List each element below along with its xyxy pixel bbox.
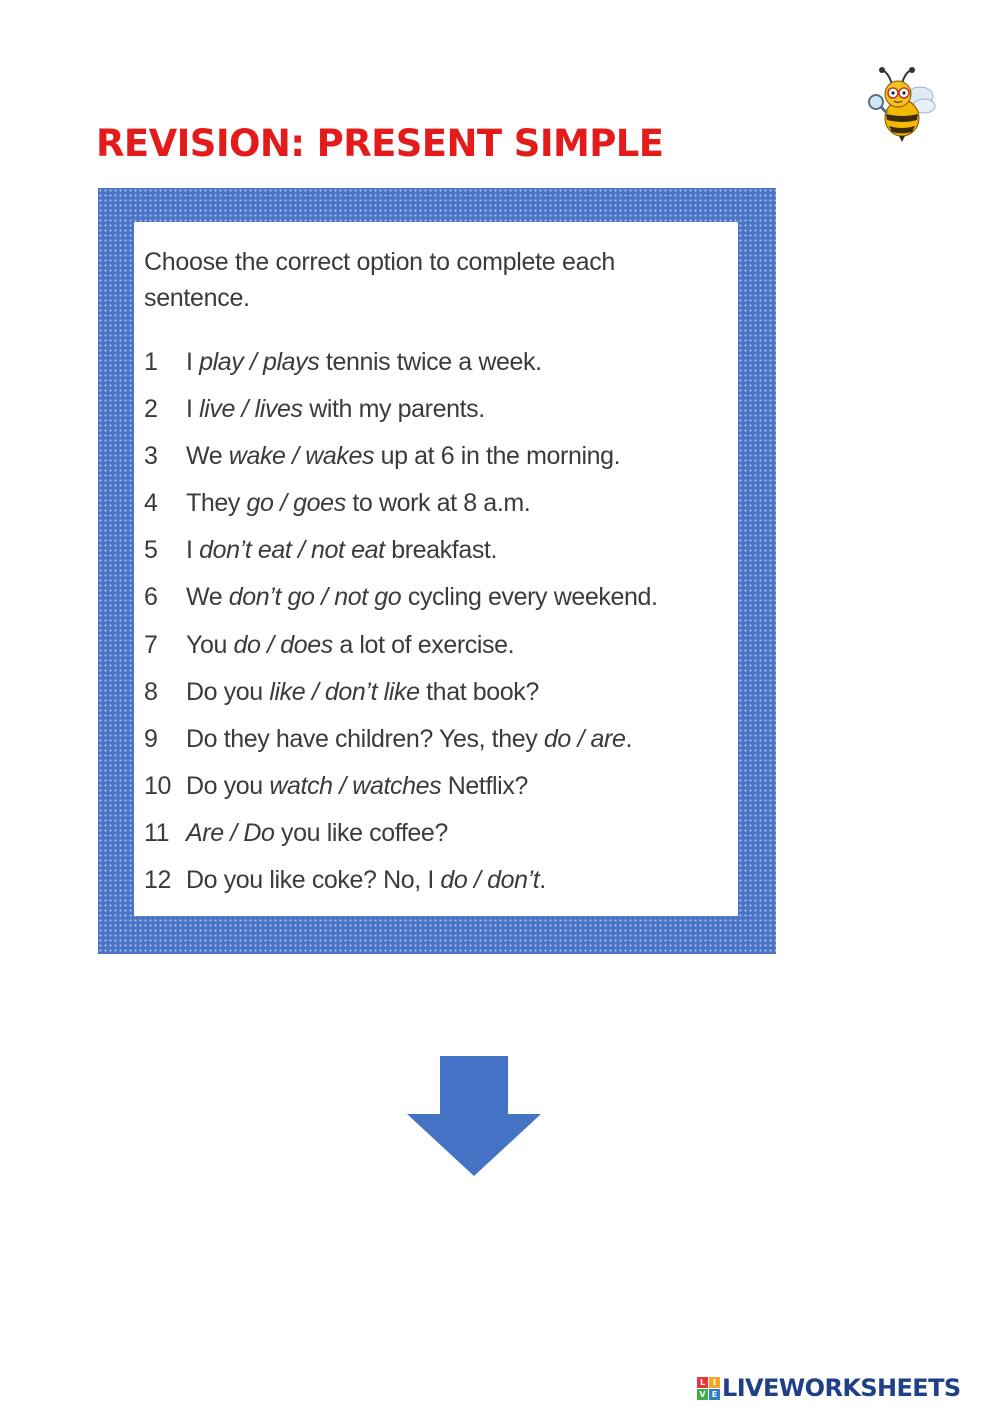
sentence-text: tennis twice a week. <box>319 348 542 376</box>
sentence-text: Netflix? <box>441 771 528 800</box>
sentence-text: Do you like coke? No, I <box>186 866 441 895</box>
answer-options: Are / Do <box>186 818 275 847</box>
answer-options: go / goes <box>246 489 346 518</box>
sentence-text: Do you <box>186 677 270 706</box>
exercise-item-number: 5 <box>144 536 158 565</box>
sentence-text: I <box>186 395 200 424</box>
answer-options: live / lives <box>199 395 303 424</box>
exercise-item <box>144 395 658 442</box>
exercise-item-sentence <box>186 631 514 660</box>
answer-options: wake / wakes <box>228 442 375 471</box>
sentence-text: They <box>186 489 247 518</box>
sentence-text: with my parents. <box>302 395 485 424</box>
sentence-text: We <box>186 442 229 471</box>
answer-options: watch / watches <box>269 771 442 800</box>
exercise-item-sentence <box>186 866 546 895</box>
down-arrow-icon <box>407 1056 541 1176</box>
answer-options: don’t go / not go <box>228 583 402 612</box>
exercise-item-number: 3 <box>144 442 158 471</box>
exercise-panel <box>134 222 738 916</box>
sentence-text: cycling every weekend. <box>401 583 658 612</box>
sentence-text: you like coffee? <box>274 818 448 847</box>
exercise-item-sentence <box>186 678 539 707</box>
sentence-text: a lot of exercise. <box>332 630 515 659</box>
answer-options: do / does <box>233 630 333 659</box>
exercise-item <box>144 819 658 866</box>
liveworksheets-logo-icon: L I V E <box>697 1377 720 1400</box>
exercise-list <box>144 348 658 913</box>
sentence-text: breakfast. <box>384 536 498 565</box>
exercise-item-sentence <box>186 536 497 565</box>
exercise-item <box>144 489 658 536</box>
answer-options: don’t eat / not eat <box>199 536 385 565</box>
answer-options: like / don’t like <box>269 677 420 706</box>
bee-mascot-icon <box>862 62 942 144</box>
sentence-text: I <box>186 348 200 376</box>
watermark-text: LIVEWORKSHEETS <box>722 1374 961 1402</box>
exercise-item <box>144 678 658 725</box>
exercise-item <box>144 725 658 772</box>
sentence-text: that book? <box>419 677 539 706</box>
sentence-text: Do they have children? Yes, they <box>186 724 544 753</box>
exercise-item-number: 9 <box>144 724 158 753</box>
exercise-item-number: 8 <box>144 677 158 706</box>
sentence-text: We <box>186 583 229 612</box>
exercise-item-sentence <box>186 772 528 801</box>
page-title: REVISION: PRESENT SIMPLE <box>96 122 664 165</box>
sentence-text: to work at 8 a.m. <box>345 489 531 518</box>
sentence-text: . <box>625 724 633 753</box>
answer-options: play / plays <box>199 348 320 376</box>
exercise-item-sentence <box>186 442 620 471</box>
sentence-text: You <box>186 630 234 659</box>
exercise-item <box>144 348 658 395</box>
exercise-item-number: 1 <box>144 348 158 376</box>
exercise-item <box>144 631 658 678</box>
exercise-item <box>144 442 658 489</box>
exercise-item-number: 2 <box>144 395 158 424</box>
watermark <box>697 1376 961 1400</box>
sentence-text: . <box>539 866 546 895</box>
exercise-item-number: 6 <box>144 583 158 612</box>
exercise-item-sentence <box>186 489 530 518</box>
sentence-text: up at 6 in the morning. <box>374 442 621 471</box>
exercise-instructions: Choose the correct option to complete each sentence. <box>144 248 616 312</box>
exercise-frame <box>98 188 776 954</box>
exercise-item-number: 11 <box>144 818 170 847</box>
exercise-item <box>144 583 658 630</box>
exercise-item-sentence <box>186 725 632 754</box>
exercise-item <box>144 866 658 913</box>
answer-options: do / don’t <box>440 866 540 895</box>
exercise-item-sentence <box>186 583 658 612</box>
exercise-item-sentence <box>186 819 448 848</box>
exercise-item <box>144 536 658 583</box>
sentence-text: I <box>186 536 200 565</box>
exercise-item-number: 12 <box>144 866 172 895</box>
answer-options: do / are <box>543 724 626 753</box>
exercise-item <box>144 772 658 819</box>
sentence-text: Do you <box>186 771 270 800</box>
exercise-item-sentence <box>186 395 485 424</box>
exercise-item-sentence <box>186 348 542 377</box>
exercise-item-number: 10 <box>144 771 172 800</box>
exercise-item-number: 7 <box>144 630 158 659</box>
exercise-item-number: 4 <box>144 489 158 518</box>
